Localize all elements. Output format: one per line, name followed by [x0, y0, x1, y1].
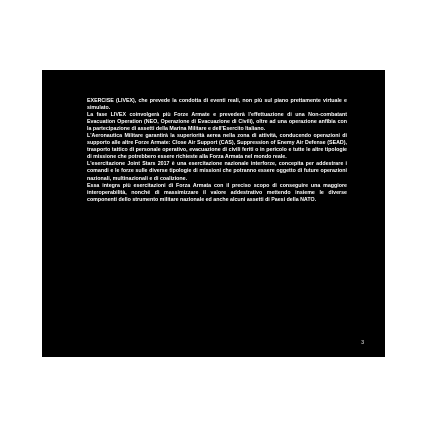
- paragraph-livex-phase: La fase LIVEX coinvolgerà più Forze Armate e prevederà l'effettuazione di una Non-combatant Evacuation Operation (NEO, Operazione di Evacuazione di Civili), oltre ad una operazione anfibia con la partecipazione di assetti della Marina Militare e dell'Esercito Italiano.: [87, 112, 347, 133]
- paragraph-integration: Essa integra più esercitazioni di Forza Armata con il preciso scopo di conseguire una maggiore interoperabilità, nonché di massimizzare il valore addestrativo mettendo insieme le diverse componenti dello strumento militare nazionale ed anche alcuni assetti di Paesi della NATO.: [87, 182, 347, 203]
- paragraph-air-force: L'Aeronautica Militare garantirà la superiorità aerea nella zona di attività, conducendo operazioni di supporto alle altre Forze Armate: Close Air Support (CAS), Suppression of Enemy Air Defense (SEAD), trasporto tattico di personale operativo, evacuazione di civili feriti o in pericolo e tutte le altre tipologie di missione che potrebbero essere richieste alla Forza Armata nel mondo reale.: [87, 133, 347, 161]
- page-number: 3: [361, 340, 364, 346]
- body-text: [87, 98, 347, 204]
- document-page: [42, 70, 385, 357]
- paragraph-joint-stars: L'esercitazione Joint Stars 2017 è una esercitazione nazionale interforze, concepita per addestrare i comandi e le forze sulle diverse tipologie di missioni che potranno essere oggetto di future operazioni nazionali, multinazionali e di coalizione.: [87, 161, 347, 182]
- paragraph-livex-intro: EXERCISE (LIVEX), che prevede la condotta di eventi reali, non più sul piano prettamente virtuale e simulato.: [87, 98, 347, 112]
